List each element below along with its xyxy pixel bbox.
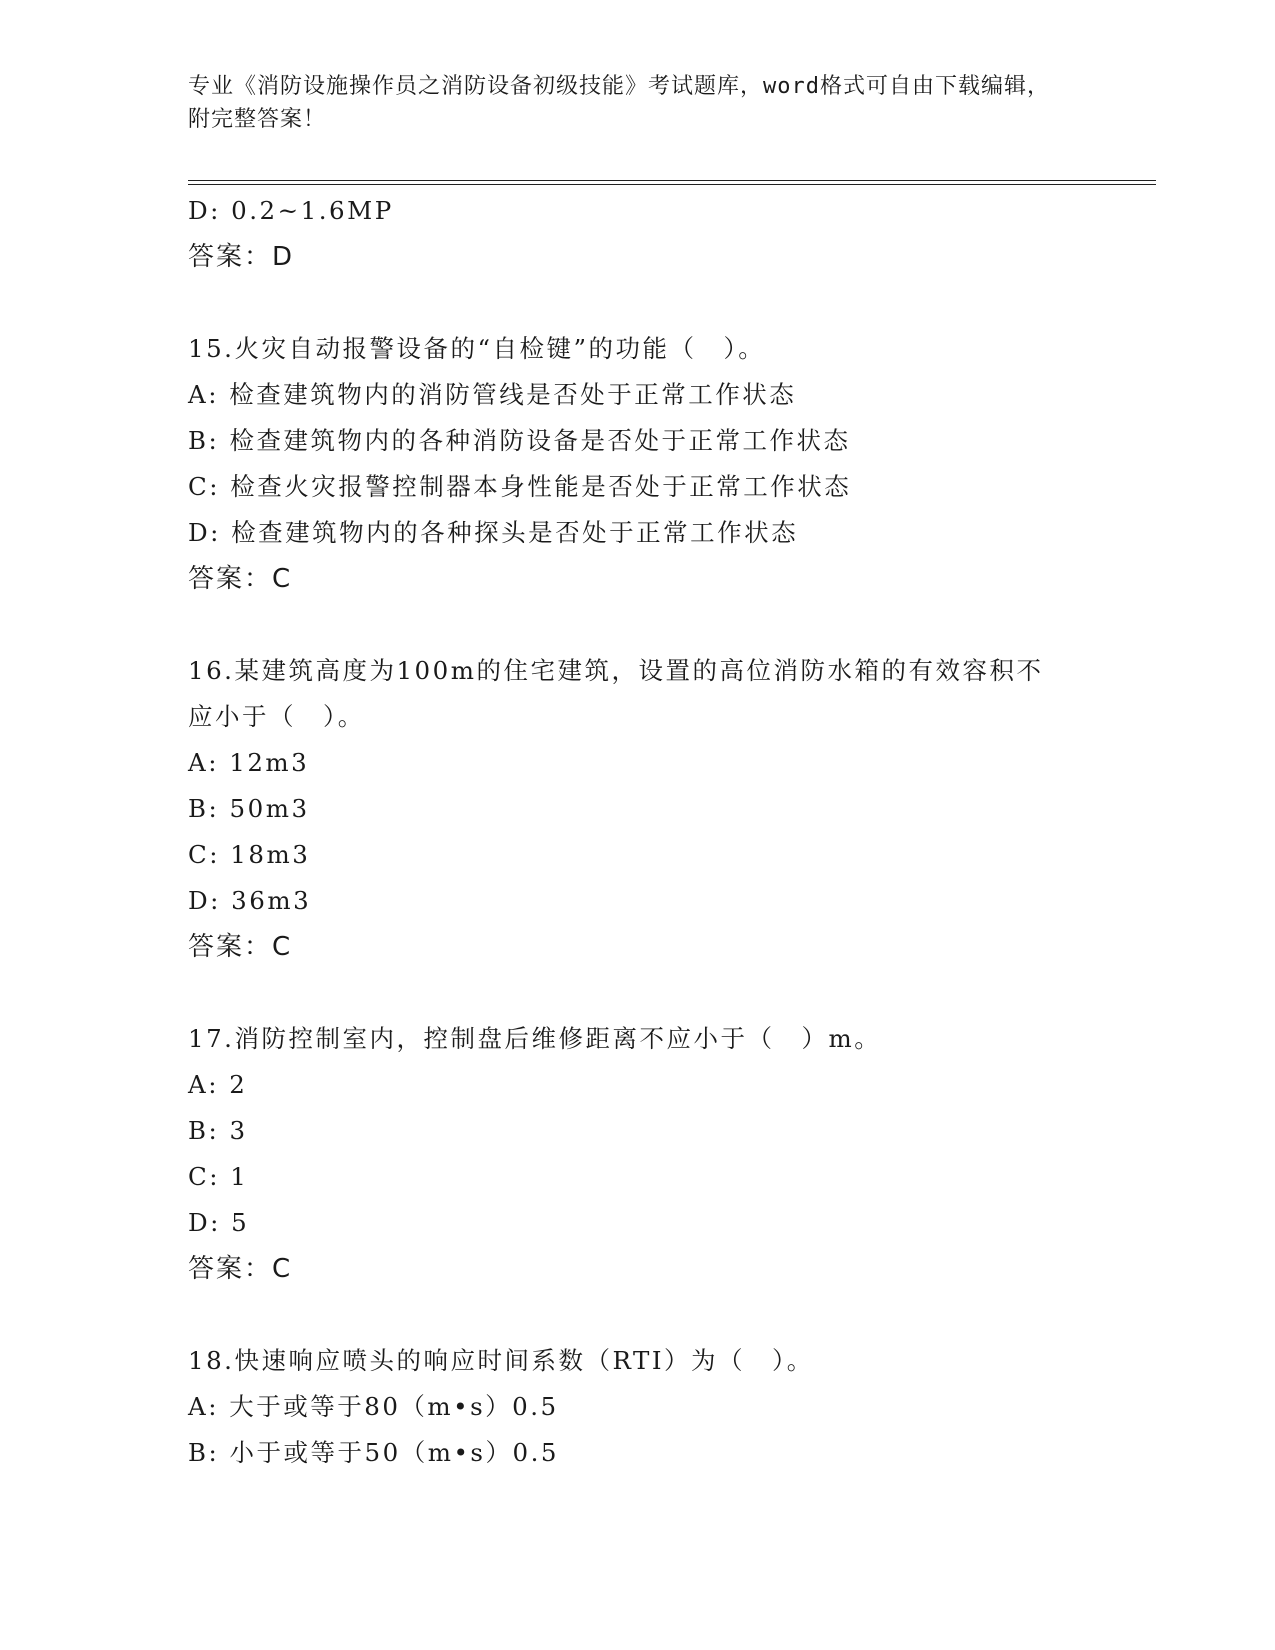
option-b: B: 3 [188, 1116, 248, 1145]
option-d: D: 5 [188, 1208, 250, 1237]
question-stem: 15.火灾自动报警设备的“自检键”的功能（ ）。 [188, 334, 766, 363]
answer-line: 答案：D [188, 242, 295, 272]
answer-line: 答案：C [188, 1254, 293, 1284]
answer-line: 答案：C [188, 932, 293, 962]
question-stem: 16.某建筑高度为100m的住宅建筑，设置的高位消防水箱的有效容积不应小于（ ）。 [188, 656, 1044, 731]
question-stem: 18.快速响应喷头的响应时间系数（RTI）为（ ）。 [188, 1346, 814, 1375]
option-b: B: 小于或等于50（m•s）0.5 [188, 1438, 559, 1467]
option-b: B: 检查建筑物内的各种消防设备是否处于正常工作状态 [188, 426, 851, 455]
spacer [188, 970, 1148, 1016]
option-b: B: 50m3 [188, 794, 310, 823]
spacer [188, 280, 1148, 326]
option-a: A: 检查建筑物内的消防管线是否处于正常工作状态 [188, 380, 797, 409]
option-a: A: 2 [188, 1070, 248, 1099]
option-c: C: 18m3 [188, 840, 311, 869]
option-a: A: 12m3 [188, 748, 310, 777]
option-c: C: 检查火灾报警控制器本身性能是否处于正常工作状态 [188, 472, 852, 501]
header-rule-bottom [188, 184, 1156, 185]
option-d: D: 检查建筑物内的各种探头是否处于正常工作状态 [188, 518, 799, 547]
header-rule-top [188, 180, 1156, 181]
option-c: C: 1 [188, 1162, 249, 1191]
question-content [188, 188, 1148, 1476]
spacer [188, 1292, 1148, 1338]
option-d: D: 36m3 [188, 886, 312, 915]
spacer [188, 602, 1148, 648]
option-a: A: 大于或等于80（m•s）0.5 [188, 1392, 559, 1421]
question-stem: 17.消防控制室内，控制盘后维修距离不应小于（ ）m。 [188, 1024, 882, 1053]
document-header: 专业《消防设施操作员之消防设备初级技能》考试题库，word格式可自由下载编辑，附完整答案！ [188, 74, 1050, 132]
option-d: D: 0.2~1.6MP [188, 196, 394, 225]
answer-line: 答案：C [188, 564, 293, 594]
